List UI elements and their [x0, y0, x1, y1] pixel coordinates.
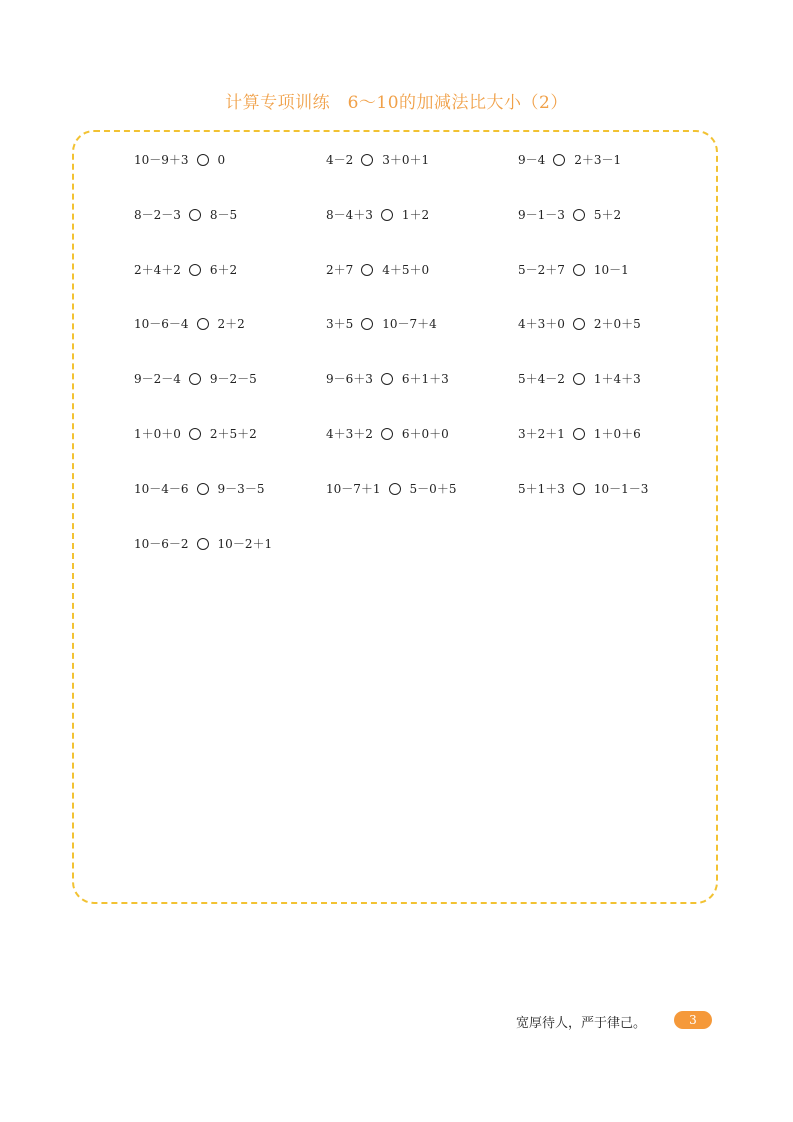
page-title: 计算专项训练 6～10的加减法比大小（2） — [225, 93, 568, 113]
left-expression: 5＋1＋3 — [518, 481, 565, 496]
comparison-problem — [518, 316, 641, 332]
answer-circle[interactable] — [361, 264, 373, 276]
comparison-problem — [518, 426, 641, 442]
right-expression: 5＋2 — [593, 207, 622, 222]
answer-circle[interactable] — [573, 318, 585, 330]
left-expression: 4－2 — [326, 153, 354, 167]
left-expression: 9－6＋3 — [326, 372, 373, 387]
left-expression: 1＋0＋0 — [134, 427, 181, 441]
right-expression: 8－5 — [209, 207, 238, 222]
comparison-problem — [134, 207, 237, 223]
answer-circle[interactable] — [197, 538, 209, 550]
left-expression: 9－1－3 — [518, 207, 565, 222]
right-expression: 6＋2 — [209, 262, 238, 277]
exercise-frame — [72, 130, 718, 904]
right-expression: 5－0＋5 — [409, 481, 457, 496]
comparison-problem — [134, 262, 237, 278]
answer-circle[interactable] — [573, 428, 585, 440]
comparison-problem — [326, 207, 429, 223]
comparison-problem — [134, 316, 245, 332]
answer-circle[interactable] — [381, 428, 393, 440]
answer-circle[interactable] — [197, 154, 209, 166]
left-expression: 4＋3＋2 — [326, 427, 373, 441]
comparison-problem — [134, 481, 264, 497]
left-expression: 3＋5 — [326, 317, 354, 332]
right-expression: 2＋3－1 — [574, 153, 622, 167]
left-expression: 8－2－3 — [134, 207, 181, 222]
answer-circle[interactable] — [197, 483, 209, 495]
left-expression: 9－2－4 — [134, 372, 181, 387]
answer-circle[interactable] — [361, 318, 373, 330]
comparison-problem — [326, 316, 437, 332]
comparison-problem — [518, 262, 629, 278]
answer-circle[interactable] — [553, 154, 565, 166]
comparison-problem — [326, 262, 429, 278]
left-expression: 10－4－6 — [134, 481, 189, 496]
right-expression: 6＋1＋3 — [401, 372, 449, 387]
left-expression: 10－6－2 — [134, 536, 189, 551]
answer-circle[interactable] — [389, 483, 401, 495]
right-expression: 6＋0＋0 — [401, 427, 449, 441]
comparison-problem — [134, 371, 257, 387]
left-expression: 10－7＋1 — [326, 481, 381, 496]
right-expression: 1＋4＋3 — [593, 372, 641, 387]
answer-circle[interactable] — [573, 264, 585, 276]
right-expression: 10－2＋1 — [217, 536, 273, 551]
answer-circle[interactable] — [381, 373, 393, 385]
comparison-problem — [134, 152, 225, 168]
left-expression: 5－2＋7 — [518, 262, 565, 277]
left-expression: 9－4 — [518, 153, 546, 167]
right-expression: 2＋0＋5 — [593, 317, 641, 332]
right-expression: 2＋2 — [217, 317, 245, 332]
right-expression: 10－1－3 — [593, 481, 649, 496]
right-expression: 0 — [217, 153, 226, 167]
right-expression: 4＋5＋0 — [382, 262, 430, 277]
left-expression: 10－9＋3 — [134, 153, 189, 167]
right-expression: 10－1 — [593, 262, 629, 277]
left-expression: 2＋4＋2 — [134, 262, 181, 277]
comparison-problem — [518, 371, 641, 387]
comparison-problem — [134, 426, 257, 442]
right-expression: 9－2－5 — [209, 372, 257, 387]
comparison-problem — [518, 152, 621, 168]
left-expression: 3＋2＋1 — [518, 427, 565, 441]
answer-circle[interactable] — [573, 373, 585, 385]
comparison-problem — [326, 371, 449, 387]
footer-motto: 宽厚待人，严于律己。 — [516, 1016, 647, 1031]
answer-circle[interactable] — [189, 264, 201, 276]
comparison-problem — [134, 536, 272, 552]
left-expression: 4＋3＋0 — [518, 317, 565, 332]
answer-circle[interactable] — [573, 209, 585, 221]
answer-circle[interactable] — [189, 209, 201, 221]
right-expression: 3＋0＋1 — [382, 153, 430, 167]
answer-circle[interactable] — [197, 318, 209, 330]
left-expression: 2＋7 — [326, 262, 354, 277]
comparison-problem — [518, 481, 648, 497]
answer-circle[interactable] — [381, 209, 393, 221]
right-expression: 9－3－5 — [217, 481, 265, 496]
right-expression: 1＋0＋6 — [593, 427, 641, 441]
comparison-problem — [518, 207, 621, 223]
right-expression: 2＋5＋2 — [209, 427, 257, 441]
answer-circle[interactable] — [573, 483, 585, 495]
page-number-badge: 3 — [674, 1011, 712, 1029]
comparison-problem — [326, 152, 429, 168]
left-expression: 10－6－4 — [134, 317, 189, 332]
answer-circle[interactable] — [189, 428, 201, 440]
right-expression: 10－7＋4 — [382, 317, 437, 332]
comparison-problem — [326, 481, 456, 497]
comparison-problem — [326, 426, 449, 442]
left-expression: 5＋4－2 — [518, 372, 565, 387]
left-expression: 8－4＋3 — [326, 207, 373, 222]
answer-circle[interactable] — [189, 373, 201, 385]
right-expression: 1＋2 — [401, 207, 430, 222]
answer-circle[interactable] — [361, 154, 373, 166]
